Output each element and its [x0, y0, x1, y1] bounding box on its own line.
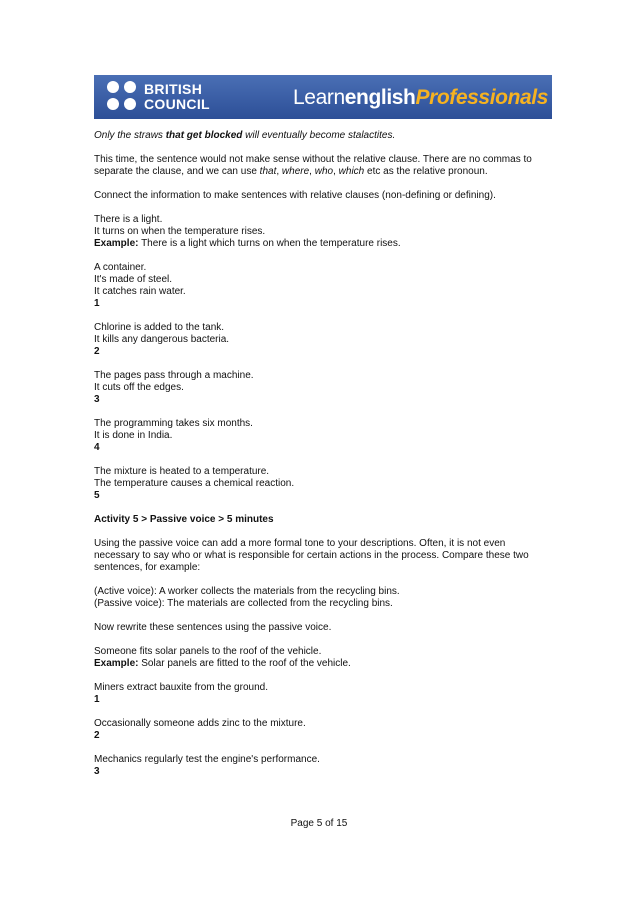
- relative-item-5: The mixture is heated to a temperature. The temperature causes a chemical reaction. 5: [94, 466, 564, 502]
- item-number: 2: [94, 730, 100, 741]
- page-number: Page 5 of 15: [290, 818, 348, 829]
- relative-clause-note: This time, the sentence would not make sense without the relative clause. There are no commas to separate the clause, and we can use that, where, who, which etc as the relative pronoun.: [94, 154, 532, 177]
- logo-text-council: COUNCIL: [144, 96, 210, 112]
- passive-voice-explanation: Using the passive voice can add a more formal tone to your descriptions. Often, it is not even necessary to say who or what is responsible for certain actions in the process. Compare these two sentences, for example:: [94, 538, 529, 573]
- example-label: Example:: [94, 658, 139, 669]
- brand-learn: Learn: [293, 86, 345, 109]
- relative-instruction: Connect the information to make sentences with relative clauses (non-defining or defining).: [94, 190, 496, 201]
- item-number: 5: [94, 490, 100, 501]
- passive-example: Someone fits solar panels to the roof of the vehicle. Example: Solar panels are fitted to the roof of the vehicle.: [94, 646, 351, 669]
- brand-english: english: [344, 86, 416, 109]
- stalactite-example: Only the straws that get blocked will eventually become stalactites.: [94, 130, 396, 141]
- highlighted-clause: that get blocked: [165, 130, 243, 141]
- british-council-logo-icon: [107, 81, 139, 113]
- header-banner: [94, 75, 552, 119]
- example-label: Example:: [94, 238, 139, 249]
- passive-instruction: Now rewrite these sentences using the passive voice.: [94, 622, 332, 633]
- item-number: 3: [94, 394, 100, 405]
- relative-item-4: The programming takes six months. It is done in India. 4: [94, 418, 564, 454]
- voice-comparison: (Active voice): A worker collects the materials from the recycling bins. (Passive voice): The materials are collected from the recycling bins.: [94, 586, 400, 609]
- relative-item-2: Chlorine is added to the tank. It kills any dangerous bacteria. 2: [94, 322, 564, 358]
- learnenglish-professionals-logo: [293, 87, 548, 109]
- item-number: 1: [94, 694, 100, 705]
- item-number: 4: [94, 442, 100, 453]
- item-number: 1: [94, 298, 100, 309]
- activity-5-heading: Activity 5 > Passive voice > 5 minutes: [94, 514, 274, 525]
- relative-example: There is a light. It turns on when the temperature rises. Example: There is a light which turns on when the temperature rises.: [94, 214, 401, 249]
- page-content: [94, 130, 564, 790]
- item-number: 3: [94, 766, 100, 777]
- relative-item-1: A container. It's made of steel. It catches rain water. 1: [94, 262, 564, 310]
- relative-item-3: The pages pass through a machine. It cuts off the edges. 3: [94, 370, 564, 406]
- brand-professionals: Professionals: [415, 86, 548, 109]
- item-number: 2: [94, 346, 100, 357]
- passive-item-1: Miners extract bauxite from the ground. 1: [94, 682, 564, 706]
- passive-item-2: Occasionally someone adds zinc to the mixture. 2: [94, 718, 564, 742]
- logo-text-british: BRITISH: [144, 81, 203, 97]
- passive-item-3: Mechanics regularly test the engine's performance. 3: [94, 754, 564, 778]
